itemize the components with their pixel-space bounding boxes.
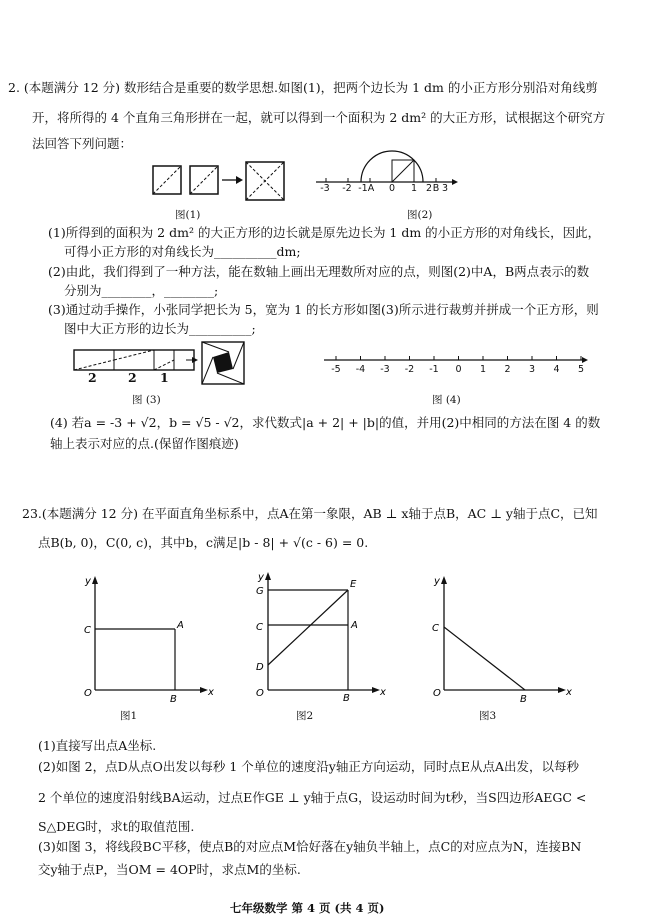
- figure-3-caption: 图 (3): [132, 394, 161, 406]
- q22-part4-line2: 轴上表示对应的点.(保留作图痕迹): [50, 436, 239, 451]
- q23-figure-1: [70, 572, 230, 702]
- fig3-axis-y: y: [434, 576, 440, 587]
- q23-intro-line2: 点B(b, 0)，C(0, c)，其中b，c满足|b - 8| + √(c - 6) = 0.: [38, 535, 369, 550]
- q22-part3-line2: 图中大正方形的边长为__________;: [64, 321, 256, 336]
- fig4-tick-label: -1: [429, 364, 439, 375]
- fig2-point-a: A: [367, 183, 375, 194]
- fig4-tick-label: 3: [528, 364, 536, 375]
- q22-intro-line1: 2. (本题满分 12 分) 数形结合是重要的数学思想.如图(1)，把两个边长为 1 dm 的小正方形分别沿对角线剪: [8, 80, 598, 95]
- fig2-point-a: A: [351, 620, 358, 631]
- q23-part2-line1: (2)如图 2，点D从点O出发以每秒 1 个单位的速度沿y轴正方向运动，同时点E从点A出发，以每秒: [38, 759, 580, 774]
- fig2-tick: -2: [342, 183, 352, 194]
- fig1-point-b: B: [170, 694, 177, 702]
- q23-figure-3-caption: 图3: [479, 710, 497, 722]
- fig3-label: 1: [160, 370, 169, 385]
- fig3-point-b: B: [520, 694, 527, 702]
- q23-figure-2: [246, 570, 396, 702]
- q22-part1-line1: (1)所得到的面积为 2 dm² 的大正方形的边长就是原先边长为 1 dm 的小正方形的对角线长，因此，: [48, 225, 601, 240]
- q23-figure-2-caption: 图2: [296, 710, 314, 722]
- fig3-point-c: C: [432, 623, 439, 634]
- q22-part4-line1: (4) 若a = -3 + √2，b = √5 - √2，求代数式|a + 2| + |b|的值，并用(2)中相同的方法在图 4 的数: [50, 415, 601, 430]
- q23-part2-line3: S△DEG时，求t的取值范围.: [38, 819, 195, 834]
- q22-part2-line1: (2)由此，我们得到了一种方法，能在数轴上画出无理数所对应的点，则图(2)中A，B两点表示的数: [48, 264, 590, 279]
- page-footer: 七年级数学 第 4 页 (共 4 页): [230, 901, 385, 915]
- fig1-axis-y: y: [85, 576, 91, 587]
- fig4-tick-label: 4: [553, 364, 560, 375]
- figure-4-caption: 图 (4): [432, 394, 461, 406]
- figure-2-caption: 图(2): [407, 209, 433, 221]
- fig2-axis-y: y: [258, 572, 264, 583]
- q22-part2-line2: 分别为________，________;: [64, 283, 219, 298]
- q23-intro-line1: 23.(本题满分 12 分) 在平面直角坐标系中，点A在第一象限，AB ⊥ x轴于点B，AC ⊥ y轴于点C，已知: [22, 506, 598, 521]
- fig2-tick: -3: [320, 183, 330, 194]
- fig4-tick-label: -2: [404, 364, 415, 375]
- fig4-tick-label: 2: [504, 364, 511, 375]
- fig1-origin: O: [84, 688, 92, 699]
- fig2-tick: 1: [410, 183, 418, 194]
- q23-part3-line2: 交y轴于点P，当OM = 4OP时，求点M的坐标.: [38, 862, 301, 877]
- fig1-axis-x: x: [208, 687, 214, 698]
- q22-intro-line2: 开，将所得的 4 个直角三角形拼在一起，就可以得到一个面积为 2 dm² 的大正方形，试根据这个研究方: [32, 110, 606, 125]
- q23-figure-3: [420, 572, 580, 702]
- fig4-tick-label: -4: [355, 364, 366, 375]
- q22-part3-line1: (3)通过动手操作，小张同学把长为 5，宽为 1 的长方形如图(3)所示进行裁剪并拼成一个正方形，则: [48, 302, 599, 317]
- fig2-point-d: D: [256, 662, 264, 673]
- fig4-tick-label: -3: [380, 364, 390, 375]
- fig2-tick: -1: [358, 183, 368, 194]
- fig4-tick-label: -5: [331, 364, 341, 375]
- fig4-tick-label: 0: [455, 364, 462, 375]
- q23-part2-line2: 2 个单位的速度沿射线BA运动，过点E作GE ⊥ y轴于点G，设运动时间为t秒，当S四边形AEGC <: [38, 790, 587, 805]
- figure-1-squares: [150, 160, 300, 206]
- q23-part3-line1: (3)如图 3，将线段BC平移，使点B的对应点M恰好落在y轴负半轴上，点C的对应点为N，连接BN: [38, 839, 582, 854]
- fig3-label: 2: [88, 370, 97, 385]
- fig2-point-e: E: [350, 579, 357, 590]
- q22-part1-line2: 可得小正方形的对角线长为__________dm;: [64, 244, 301, 259]
- q22-intro-line3: 法回答下列问题：: [32, 136, 133, 151]
- fig3-label: 2: [128, 370, 137, 385]
- q23-figure-1-caption: 图1: [120, 710, 138, 722]
- fig4-tick-label: 5: [577, 364, 585, 375]
- fig2-point-b: B: [432, 183, 440, 194]
- fig3-origin: O: [433, 688, 441, 699]
- fig2-tick: 2: [425, 183, 433, 194]
- fig4-tick-label: 1: [479, 364, 487, 375]
- fig3-axis-x: x: [566, 687, 572, 698]
- q23-part1: (1)直接写出点A坐标.: [38, 738, 157, 753]
- figure-1-caption: 图(1): [175, 209, 201, 221]
- fig2-point-c: C: [256, 622, 263, 633]
- fig2-origin: O: [256, 688, 264, 699]
- fig2-tick: 0: [388, 183, 396, 194]
- fig2-point-g: G: [256, 586, 264, 597]
- fig1-point-c: C: [84, 625, 91, 636]
- fig2-point-b: B: [343, 693, 350, 702]
- fig2-tick: 3: [441, 183, 449, 194]
- fig2-axis-x: x: [380, 687, 386, 698]
- fig1-point-a: A: [177, 620, 184, 631]
